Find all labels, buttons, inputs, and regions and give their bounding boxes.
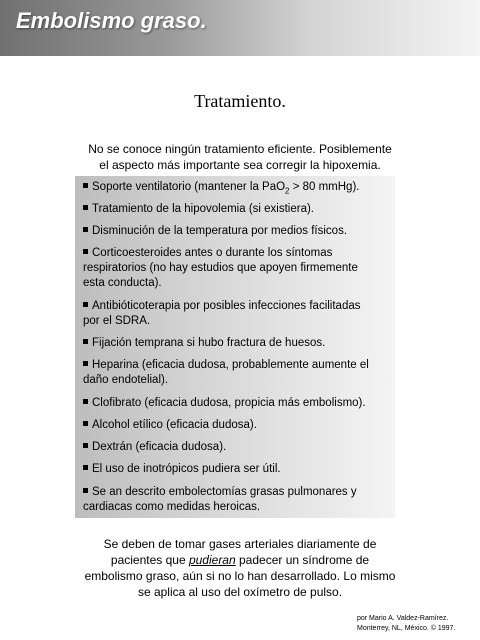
- bullet-icon: [83, 339, 88, 344]
- bullet-icon: [83, 421, 88, 426]
- emphasized-word: pudieran: [188, 553, 236, 567]
- bullet-icon: [83, 465, 88, 470]
- list-item: Corticoesteroides antes o durante los síntomas respiratorios (no hay estudios que apoyen firmemente esta conducta).: [83, 247, 358, 289]
- header-title: Embolismo graso.: [16, 8, 207, 33]
- bullet-icon: [83, 249, 88, 254]
- bullet-icon: [83, 227, 88, 232]
- list-item: El uso de inotrópicos pudiera ser útil.: [83, 462, 389, 477]
- footer-note: Se deben de tomar gases arteriales diariamente de pacientes que pudieran padecer un síndrome de embolismo graso, aún si no lo han desarrollado. Lo mismo se aplica al uso del oxímetro de pulso.: [84, 537, 396, 599]
- list-item: Alcohol etílico (eficacia dudosa).: [83, 418, 389, 433]
- list-item: Tratamiento de la hipovolemia (si existiera).: [83, 202, 389, 217]
- list-item: Heparina (eficacia dudosa, probablemente aumente el daño endotelial).: [83, 359, 369, 386]
- bullet-icon: [83, 443, 88, 448]
- bullet-icon: [83, 488, 88, 493]
- list-item: Antibióticoterapia por posibles infecciones facilitadas por el SDRA.: [83, 300, 361, 327]
- bullet-icon: [83, 183, 88, 188]
- slide-title: Tratamiento.: [194, 91, 286, 111]
- list-item: Se an descrito embolectomías grasas pulmonares y cardiacas como medidas heroicas.: [83, 486, 357, 513]
- bullet-icon: [83, 361, 88, 366]
- author-credit: por Mario A. Valdez-Ramírez. Monterrey, NL, México. © 1997.: [357, 615, 456, 632]
- list-item: Clofibrato (eficacia dudosa, propicia más embolismo).: [83, 396, 389, 411]
- list-item: Dextrán (eficacia dudosa).: [83, 440, 389, 455]
- bullet-icon: [83, 302, 88, 307]
- list-item: Fijación temprana si hubo fractura de huesos.: [83, 336, 389, 351]
- bullet-icon: [83, 205, 88, 210]
- bullet-icon: [83, 399, 88, 404]
- intro-line-2: el aspecto más importante sea corregir la hipoxemia.: [99, 158, 381, 172]
- slide-header: [0, 0, 480, 56]
- list-item: Disminución de la temperatura por medios físicos.: [83, 224, 389, 239]
- intro-text: [40, 141, 440, 173]
- list-item: Soporte ventilatorio (mantener la PaO$_2$ > 80 mmHg).: [83, 180, 389, 198]
- intro-line-1: No se conoce ningún tratamiento eficiente. Posiblemente: [88, 142, 392, 156]
